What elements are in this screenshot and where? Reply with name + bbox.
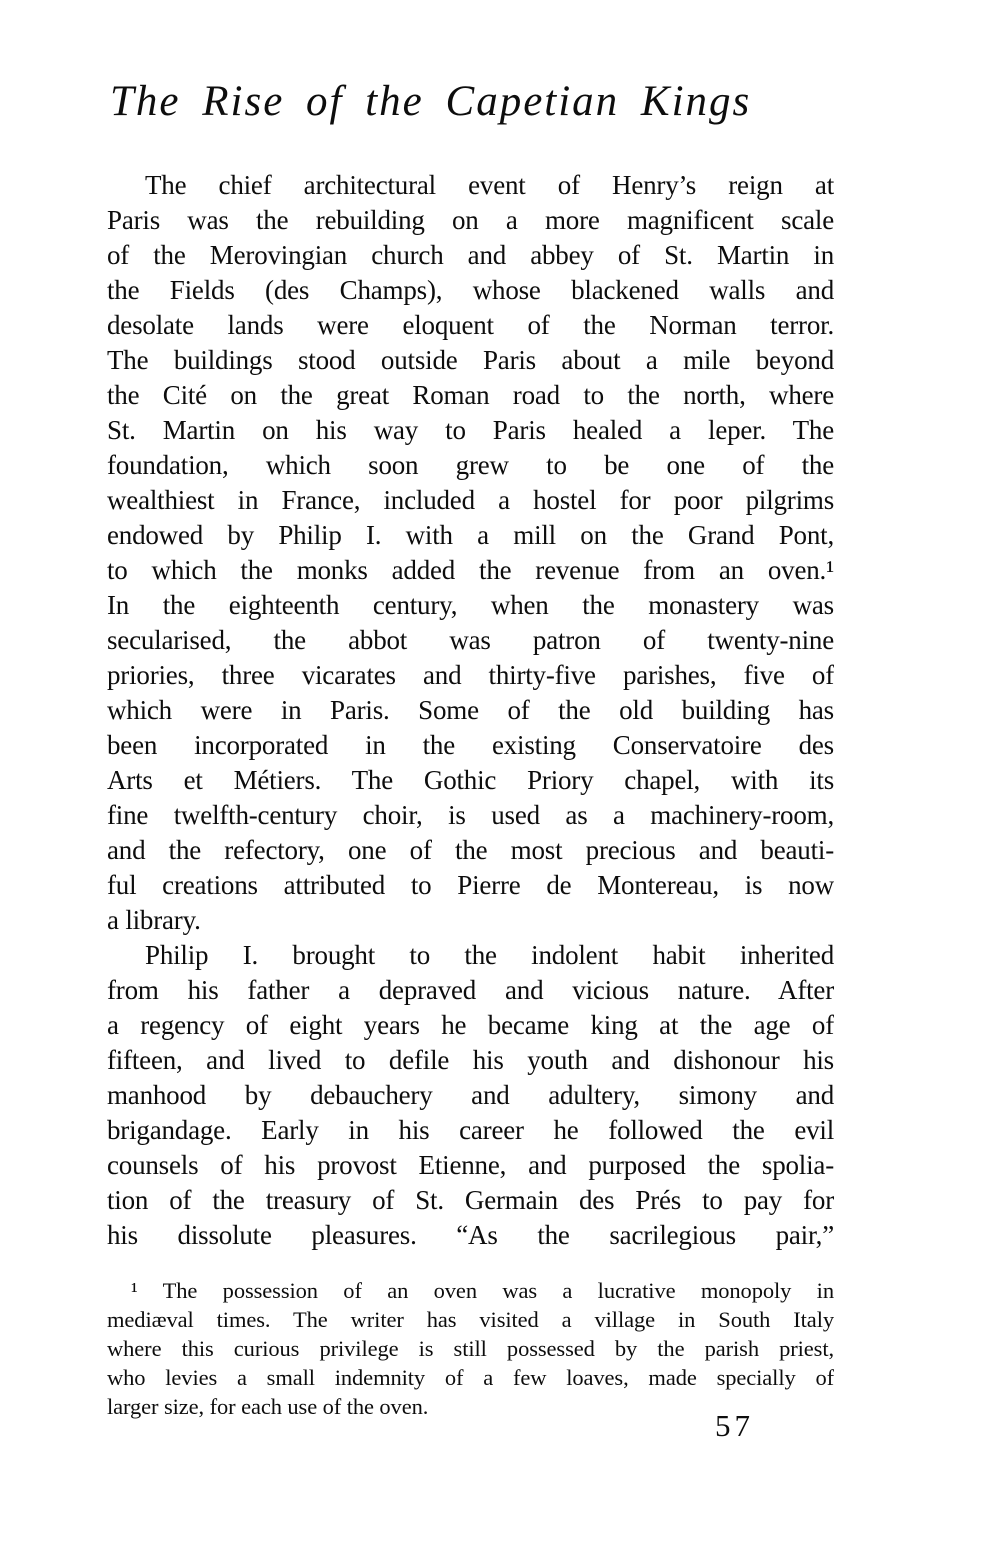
text-line: mediæval times. The writer has visited a village in South Italy (107, 1307, 834, 1332)
footnote-paragraph (107, 1276, 834, 1421)
text-line: wealthiest in France, included a hostel for poor pilgrims (107, 485, 834, 515)
text-line: foundation, which soon grew to be one of the (107, 450, 834, 480)
text-line: secularised, the abbot was patron of twenty-nine (107, 625, 834, 655)
text-line: been incorporated in the existing Conservatoire des (107, 730, 834, 760)
text-line: Arts et Métiers. The Gothic Priory chapel, with its (107, 765, 834, 795)
running-head-title: The Rise of the Capetian Kings (110, 78, 752, 125)
text-line: St. Martin on his way to Paris healed a leper. The (107, 415, 834, 445)
text-line: fifteen, and lived to defile his youth and dishonour his (107, 1045, 834, 1075)
text-line: a regency of eight years he became king at the age of (107, 1010, 834, 1040)
text-line: fine twelfth-century choir, is used as a machinery-room, (107, 800, 834, 830)
text-line: Paris was the rebuilding on a more magnificent scale (107, 205, 834, 235)
text-line: a library. (107, 905, 201, 935)
text-line: The buildings stood outside Paris about a mile beyond (107, 345, 834, 375)
text-line: ¹ The possession of an oven was a lucrative monopoly in (131, 1278, 834, 1303)
text-line: counsels of his provost Etienne, and purposed the spolia- (107, 1150, 834, 1180)
text-line: to which the monks added the revenue from an oven.¹ (107, 555, 834, 585)
text-line: In the eighteenth century, when the monastery was (107, 590, 834, 620)
text-line: brigandage. Early in his career he followed the evil (107, 1115, 834, 1145)
text-line: The chief architectural event of Henry’s reign at (145, 170, 834, 200)
text-line: tion of the treasury of St. Germain des Prés to pay for (107, 1185, 834, 1215)
text-line: his dissolute pleasures. “As the sacrilegious pair,” (107, 1220, 834, 1250)
text-line: of the Merovingian church and abbey of St. Martin in (107, 240, 834, 270)
text-line: ful creations attributed to Pierre de Montereau, is now (107, 870, 834, 900)
text-line: manhood by debauchery and adultery, simony and (107, 1080, 834, 1110)
text-line: desolate lands were eloquent of the Norman terror. (107, 310, 834, 340)
text-line: and the refectory, one of the most precious and beauti- (107, 835, 834, 865)
footnote-block (107, 1276, 834, 1421)
text-line: who levies a small indemnity of a few loaves, made specially of (107, 1365, 834, 1390)
text-line: endowed by Philip I. with a mill on the Grand Pont, (107, 520, 834, 550)
text-line: from his father a depraved and vicious nature. After (107, 975, 834, 1005)
text-line: larger size, for each use of the oven. (107, 1394, 429, 1419)
body-text-block (107, 168, 834, 1253)
text-line: which were in Paris. Some of the old building has (107, 695, 834, 725)
text-line: where this curious privilege is still possessed by the parish priest, (107, 1336, 834, 1361)
text-line: priories, three vicarates and thirty-five parishes, five of (107, 660, 834, 690)
paragraph-1 (107, 168, 834, 938)
paragraph-2 (107, 938, 834, 1253)
text-line: the Fields (des Champs), whose blackened walls and (107, 275, 834, 305)
text-line: Philip I. brought to the indolent habit inherited (145, 940, 834, 970)
text-line: the Cité on the great Roman road to the north, where (107, 380, 834, 410)
page-number: 57 (715, 1408, 754, 1443)
